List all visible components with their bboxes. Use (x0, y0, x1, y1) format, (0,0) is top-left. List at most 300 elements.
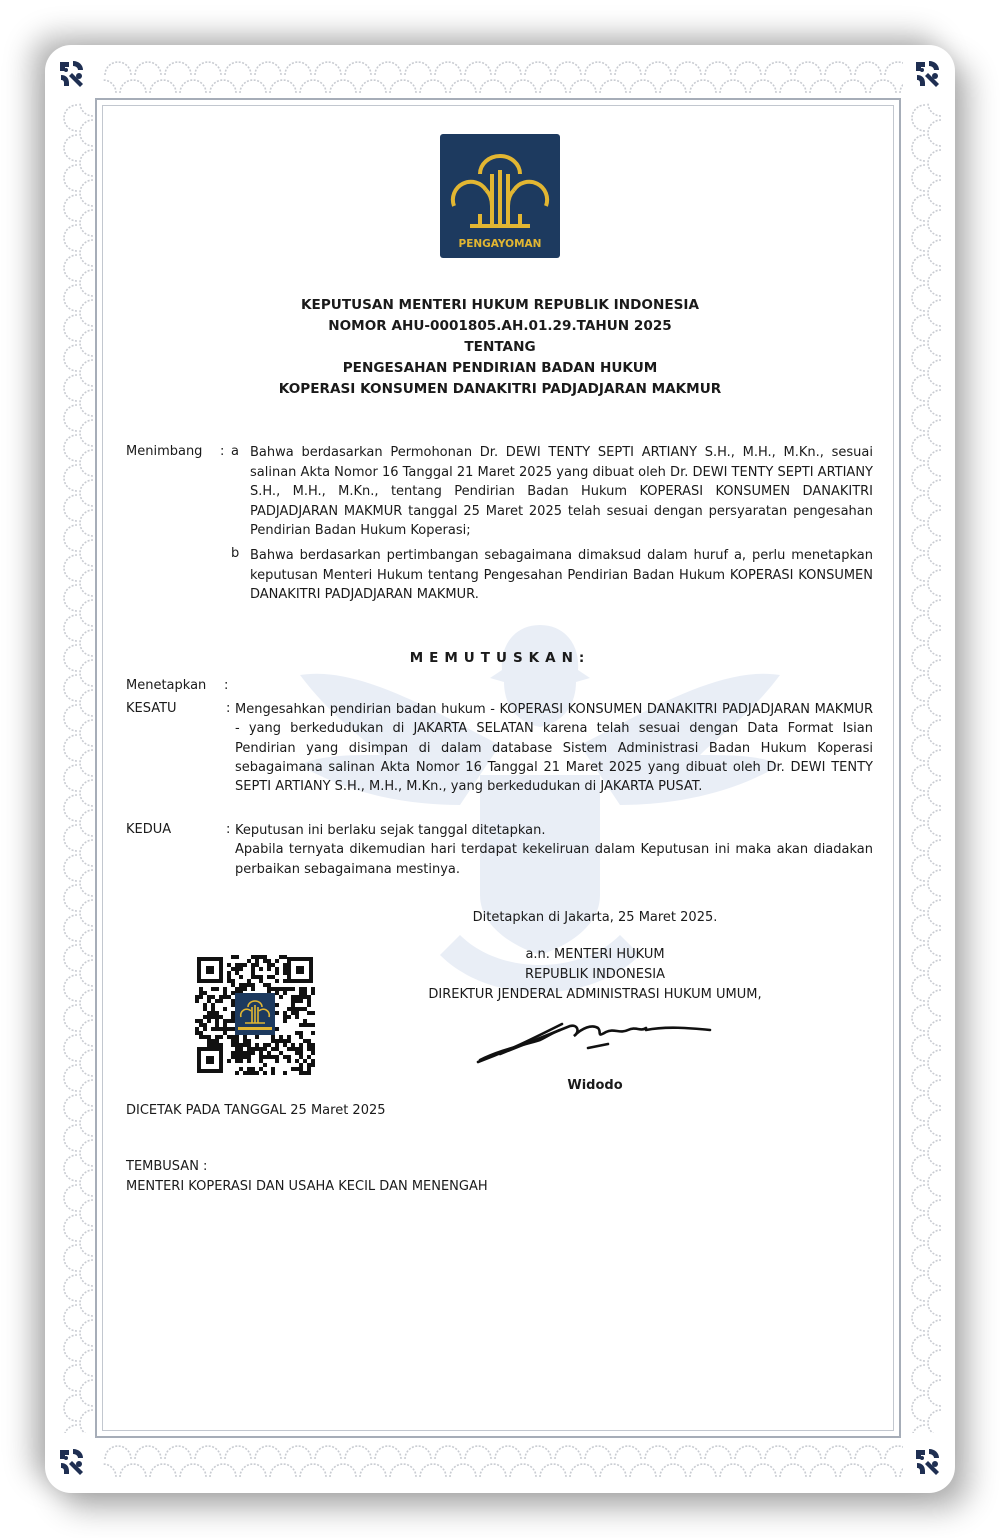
qr-module (271, 1067, 275, 1071)
qr-module (231, 979, 235, 983)
qr-module (259, 955, 263, 959)
qr-module (291, 1003, 295, 1007)
qr-module (251, 955, 255, 959)
qr-module (291, 987, 295, 991)
qr-module (299, 987, 303, 991)
title-line: TENTANG (464, 339, 536, 355)
qr-module (271, 1055, 275, 1059)
corner-ornament-icon (913, 59, 943, 89)
qr-module (251, 1067, 255, 1071)
qr-module (231, 983, 235, 987)
qr-module (215, 1035, 219, 1039)
qr-module (307, 1043, 311, 1047)
qr-module (227, 963, 231, 967)
qr-module (311, 987, 315, 991)
qr-module (283, 991, 287, 995)
qr-module (267, 963, 271, 967)
qr-module (271, 975, 275, 979)
qr-module (295, 1047, 299, 1051)
qr-module (215, 999, 219, 1003)
qr-module (267, 975, 271, 979)
qr-module (283, 1071, 287, 1075)
title-line: KEPUTUSAN MENTERI HUKUM REPUBLIK INDONESIA (301, 297, 699, 313)
qr-module (251, 975, 255, 979)
qr-module (211, 1043, 215, 1047)
qr-module (247, 1067, 251, 1071)
menimbang-item-b: Bahwa berdasarkan pertimbangan sebagaimana dimaksud dalam huruf a, perlu menetapkan keputusan Menteri Hukum tentang Pengesahan Pendirian Badan Hukum KOPERASI KONSUMEN DANAKITRI PADJADJARAN MAKMUR. (250, 548, 873, 602)
qr-module (291, 1067, 295, 1071)
qr-module (195, 995, 199, 999)
qr-module (307, 1055, 311, 1059)
qr-module (275, 1011, 279, 1015)
qr-module (311, 1031, 315, 1035)
qr-module (199, 1019, 203, 1023)
kedua-colon: : (226, 822, 231, 837)
qr-module (247, 979, 251, 983)
qr-module (231, 999, 235, 1003)
qr-module (299, 1007, 303, 1011)
qr-module (243, 963, 247, 967)
qr-module (275, 1047, 279, 1051)
qr-module (199, 1035, 203, 1039)
item-marker: b (231, 546, 240, 561)
qr-module (239, 1043, 243, 1047)
qr-module (311, 1063, 315, 1067)
qr-module (223, 1027, 227, 1031)
qr-module (219, 1027, 223, 1031)
qr-module (227, 1059, 231, 1063)
qr-module (307, 1023, 311, 1027)
qr-module (235, 1047, 239, 1051)
qr-module (199, 1031, 203, 1035)
qr-module (291, 1043, 295, 1047)
qr-module (287, 1047, 291, 1051)
qr-module (203, 1027, 207, 1031)
qr-module (235, 955, 239, 959)
qr-module (283, 979, 287, 983)
qr-module (235, 1043, 239, 1047)
ornament-border-top (103, 57, 903, 95)
qr-module (279, 1035, 283, 1039)
qr-module (263, 1043, 267, 1047)
qr-module (199, 995, 203, 999)
qr-module (195, 1027, 199, 1031)
qr-module (207, 1011, 211, 1015)
qr-module (255, 1035, 259, 1039)
qr-module (243, 1043, 247, 1047)
qr-module (231, 1039, 235, 1043)
qr-module (303, 1039, 307, 1043)
qr-module (259, 1067, 263, 1071)
qr-module (303, 991, 307, 995)
qr-module (299, 1055, 303, 1059)
qr-module (287, 987, 291, 991)
qr-module (247, 959, 251, 963)
qr-module (247, 1051, 251, 1055)
qr-module (247, 1071, 251, 1075)
qr-module (299, 1071, 303, 1075)
qr-module (303, 995, 307, 999)
qr-module (275, 1039, 279, 1043)
title-line: PENGESAHAN PENDIRIAN BADAN HUKUM (342, 360, 658, 376)
qr-module (227, 975, 231, 979)
qr-module (311, 1059, 315, 1063)
qr-module (267, 983, 271, 987)
qr-module (255, 955, 259, 959)
qr-module (279, 1039, 283, 1043)
qr-module (283, 987, 287, 991)
qr-module (299, 1035, 303, 1039)
qr-module (235, 967, 239, 971)
qr-module (275, 1027, 279, 1031)
qr-module (263, 1055, 267, 1059)
qr-module (279, 987, 283, 991)
qr-module (275, 979, 279, 983)
qr-module (307, 1039, 311, 1043)
qr-module (227, 1027, 231, 1031)
qr-module (255, 975, 259, 979)
qr-module (275, 967, 279, 971)
qr-module (311, 1047, 315, 1051)
qr-module (219, 995, 223, 999)
qr-module (231, 1055, 235, 1059)
qr-module (275, 987, 279, 991)
qr-module (243, 1039, 247, 1043)
qr-module (295, 1051, 299, 1055)
qr-module (231, 1051, 235, 1055)
qr-module (303, 1023, 307, 1027)
qr-module (287, 1039, 291, 1043)
qr-module (239, 967, 243, 971)
qr-module (195, 1031, 199, 1035)
qr-module (203, 991, 207, 995)
qr-module (299, 1051, 303, 1055)
corner-ornament-icon (913, 1447, 943, 1477)
qr-module (251, 963, 255, 967)
qr-module (251, 1051, 255, 1055)
qr-module (235, 963, 239, 967)
title-line: KOPERASI KONSUMEN DANAKITRI PADJADJARAN MAKMUR (278, 381, 722, 397)
qr-module (235, 1039, 239, 1043)
qr-module (211, 1011, 215, 1015)
qr-module (199, 991, 203, 995)
qr-module (283, 1043, 287, 1047)
qr-module (235, 1051, 239, 1055)
qr-module (227, 971, 231, 975)
qr-module (239, 963, 243, 967)
qr-module (231, 1015, 235, 1019)
ornament-border-bottom (103, 1441, 903, 1479)
qr-module (307, 1011, 311, 1015)
qr-module (211, 1027, 215, 1031)
qr-module (239, 975, 243, 979)
qr-module (311, 1011, 315, 1015)
qr-module (239, 987, 243, 991)
qr-module (255, 963, 259, 967)
qr-module (267, 1055, 271, 1059)
menetapkan-label: Menetapkan (126, 678, 207, 693)
qr-module (247, 1043, 251, 1047)
qr-module (207, 999, 211, 1003)
qr-module (251, 967, 255, 971)
qr-module (307, 1071, 311, 1075)
menetapkan-colon: : (224, 678, 229, 693)
place-date: Ditetapkan di Jakarta, 25 Maret 2025. (472, 910, 718, 925)
tembusan-recipient: MENTERI KOPERASI DAN USAHA KECIL DAN MENENGAH (126, 1179, 488, 1194)
kedua-label: KEDUA (126, 822, 172, 837)
kesatu-colon: : (226, 701, 231, 716)
qr-module (215, 987, 219, 991)
qr-module (203, 1023, 207, 1027)
qr-module (307, 1067, 311, 1071)
qr-module (203, 1003, 207, 1007)
qr-module (299, 991, 303, 995)
qr-module (295, 1011, 299, 1015)
qr-module (255, 1047, 259, 1051)
qr-module (251, 987, 255, 991)
qr-module (299, 995, 303, 999)
qr-module (279, 995, 283, 999)
qr-module (255, 959, 259, 963)
logo-text: PENGAYOMAN (458, 238, 542, 250)
qr-module (247, 1039, 251, 1043)
qr-module (195, 999, 199, 1003)
qr-module (231, 1011, 235, 1015)
qr-module (231, 955, 235, 959)
qr-module (235, 1035, 239, 1039)
qr-module (283, 1015, 287, 1019)
qr-module (223, 1007, 227, 1011)
qr-module (303, 987, 307, 991)
signature-country: REPUBLIK INDONESIA (525, 967, 665, 982)
qr-module (207, 1019, 211, 1023)
qr-module (275, 991, 279, 995)
qr-module (271, 987, 275, 991)
qr-module (231, 967, 235, 971)
qr-module (259, 1047, 263, 1051)
qr-module (251, 971, 255, 975)
qr-module (311, 1043, 315, 1047)
qr-module (299, 1047, 303, 1051)
qr-module (231, 1019, 235, 1023)
qr-module (215, 1011, 219, 1015)
qr-module (223, 1019, 227, 1023)
kesatu-text: Mengesahkan pendirian badan hukum - KOPERASI KONSUMEN DANAKITRI PADJADJARAN MAKMUR - yang berkedudukan di JAKARTA SELATAN karena telah sesuai dengan Data Format Isian Pendirian yang disimpan di dalam database Sistem Administrasi Badan Hukum Koperasi sebagaimana salinan Akta Nomor 16 Tanggal 21 Maret 2025 yang dibuat oleh Dr. DEWI TENTY SEPTI ARTIANY S.H., M.H., M.Kn., yang berkedudukan di JAKARTA PUSAT. (235, 702, 873, 795)
signature-position: DIREKTUR JENDERAL ADMINISTRASI HUKUM UMUM, (428, 987, 762, 1002)
signature-icon (470, 1010, 720, 1070)
qr-module (311, 1051, 315, 1055)
qr-module (251, 983, 255, 987)
qr-module (295, 1015, 299, 1019)
qr-module (267, 959, 271, 963)
qr-code[interactable] (195, 955, 315, 1075)
qr-module (199, 1023, 203, 1027)
qr-module (271, 963, 275, 967)
qr-module (299, 1067, 303, 1071)
qr-module (299, 1043, 303, 1047)
qr-module (219, 1015, 223, 1019)
qr-module (263, 1063, 267, 1067)
qr-module (223, 995, 227, 999)
qr-module (275, 1055, 279, 1059)
qr-module (227, 1035, 231, 1039)
qr-module (267, 967, 271, 971)
qr-module (215, 1027, 219, 1031)
qr-module (239, 1051, 243, 1055)
qr-module (295, 995, 299, 999)
item-marker: a (231, 444, 239, 459)
qr-module (299, 1031, 303, 1035)
qr-module (243, 1051, 247, 1055)
qr-module (259, 975, 263, 979)
qr-module (287, 1015, 291, 1019)
qr-module (307, 1003, 311, 1007)
decree-title (45, 295, 955, 400)
qr-module (247, 983, 251, 987)
qr-module (295, 1031, 299, 1035)
qr-module (287, 1059, 291, 1063)
qr-module (227, 1019, 231, 1023)
qr-module (307, 1063, 311, 1067)
qr-module (267, 987, 271, 991)
qr-module (263, 955, 267, 959)
qr-module (223, 1031, 227, 1035)
qr-module (219, 1035, 223, 1039)
qr-module (203, 1035, 207, 1039)
qr-module (211, 1015, 215, 1019)
certificate-page (45, 45, 955, 1493)
qr-module (287, 1055, 291, 1059)
qr-module (263, 1047, 267, 1051)
qr-module (239, 1047, 243, 1051)
qr-module (283, 963, 287, 967)
qr-module (283, 967, 287, 971)
qr-module (307, 995, 311, 999)
qr-module (235, 971, 239, 975)
tembusan-label: TEMBUSAN : (126, 1159, 208, 1174)
qr-module (239, 1055, 243, 1059)
qr-module (275, 959, 279, 963)
qr-module (283, 1039, 287, 1043)
qr-module (271, 1071, 275, 1075)
qr-module (211, 995, 215, 999)
qr-module (267, 1043, 271, 1047)
qr-module (263, 983, 267, 987)
qr-module (243, 1071, 247, 1075)
qr-module (247, 1059, 251, 1063)
qr-module (195, 1019, 199, 1023)
qr-module (275, 1043, 279, 1047)
qr-module (215, 1015, 219, 1019)
qr-module (259, 979, 263, 983)
qr-module (287, 1007, 291, 1011)
corner-ornament-icon (57, 59, 87, 89)
qr-module (283, 955, 287, 959)
qr-module (231, 1035, 235, 1039)
kedua-line-2: Apabila ternyata dikemudian hari terdapat kekeliruan dalam Keputusan ini maka akan diadakan perbaikan sebagaimana mestinya. (235, 842, 873, 877)
qr-module (307, 1047, 311, 1051)
qr-module (243, 1035, 247, 1039)
qr-module (223, 991, 227, 995)
qr-module (259, 1059, 263, 1063)
menimbang-item-a: Bahwa berdasarkan Permohonan Dr. DEWI TENTY SEPTI ARTIANY S.H., M.H., M.Kn., sesuai salinan Akta Nomor 16 Tanggal 21 Maret 2025 yang dibuat oleh Dr. DEWI TENTY SEPTI ARTIANY S.H., M.H., M.Kn., tentang Pendirian Badan Hukum KOPERASI KONSUMEN DANAKITRI PADJADJARAN MAKMUR tanggal 25 Maret 2025 telah sesuai dengan persyaratan pengesahan Pendirian Badan Hukum Koperasi; (250, 445, 873, 538)
qr-module (235, 1059, 239, 1063)
qr-module (215, 1023, 219, 1027)
qr-module (231, 991, 235, 995)
qr-module (283, 1055, 287, 1059)
signature-on-behalf: a.n. MENTERI HUKUM (525, 947, 665, 962)
pengayoman-logo (440, 134, 560, 258)
qr-module (247, 1055, 251, 1059)
qr-module (271, 1039, 275, 1043)
qr-module (239, 1059, 243, 1063)
signatory-name: Widodo (567, 1078, 623, 1093)
qr-module (211, 1007, 215, 1011)
qr-module (283, 1019, 287, 1023)
qr-module (207, 1043, 211, 1047)
qr-module (307, 999, 311, 1003)
qr-module (283, 1011, 287, 1015)
qr-module (231, 1043, 235, 1047)
qr-module (303, 1059, 307, 1063)
qr-module (215, 1019, 219, 1023)
qr-module (219, 1043, 223, 1047)
qr-module (275, 1003, 279, 1007)
qr-module (295, 1067, 299, 1071)
qr-module (275, 971, 279, 975)
qr-module (279, 1051, 283, 1055)
qr-module (235, 987, 239, 991)
qr-module (295, 1007, 299, 1011)
qr-module (291, 1007, 295, 1011)
qr-module (295, 1059, 299, 1063)
menimbang-colon: : (220, 444, 225, 459)
qr-module (255, 1071, 259, 1075)
qr-module (251, 1047, 255, 1051)
qr-module (239, 1067, 243, 1071)
qr-module (199, 987, 203, 991)
qr-module (299, 1063, 303, 1067)
qr-module (203, 1007, 207, 1011)
qr-module (207, 995, 211, 999)
qr-module (303, 1019, 307, 1023)
qr-module (263, 1071, 267, 1075)
printed-date: DICETAK PADA TANGGAL 25 Maret 2025 (126, 1103, 386, 1118)
qr-module (255, 1043, 259, 1047)
qr-module (259, 967, 263, 971)
memutuskan-heading: MEMUTUSKAN: (409, 650, 591, 666)
qr-module (203, 1015, 207, 1019)
qr-module (299, 1023, 303, 1027)
qr-module (223, 1023, 227, 1027)
qr-module (211, 987, 215, 991)
qr-module (271, 1047, 275, 1051)
qr-module (231, 1027, 235, 1031)
qr-module (243, 987, 247, 991)
qr-module (219, 999, 223, 1003)
qr-module (211, 1003, 215, 1007)
qr-module (231, 1003, 235, 1007)
qr-module (227, 979, 231, 983)
menimbang-label: Menimbang (126, 444, 203, 459)
qr-module (247, 1047, 251, 1051)
qr-module (215, 1039, 219, 1043)
qr-module (251, 1071, 255, 1075)
qr-module (271, 1035, 275, 1039)
qr-module (259, 1055, 263, 1059)
qr-module (287, 1035, 291, 1039)
qr-module (283, 971, 287, 975)
